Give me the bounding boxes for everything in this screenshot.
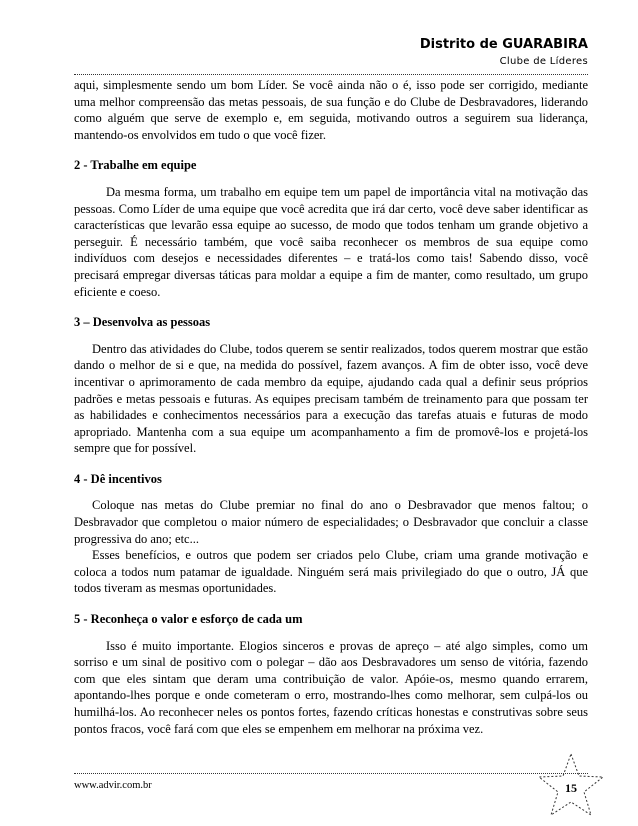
section-paragraph: Dentro das atividades do Clube, todos querem se sentir realizados, todos querem mostrar que estão dando o melhor de si e que, na medida do possível, fazem avanços. A fim de obter isso, você deve incentivar o aprimoramento de cada membro da equipe, ajudando cada qual a definir seus próprios padrões e metas pessoais e futuras. As equipes precisam também de treinamento para que possam ter as habilidades e conhecimentos necessários para a execução das tarefas atuais e futuras de modo apropriado. Mantenha com a sua equipe um acompanhamento a fim de promovê-los e projetá-los sempre que for possível.	[74, 341, 588, 456]
section-paragraph: Da mesma forma, um trabalho em equipe tem um papel de importância vital na motivação das pessoas. Como Líder de uma equipe que você acredita que irá dar certo, você deve saber identificar as características que levarão essa equipe ao sucesso, de modo que todos tenham um grande objetivo a perseguir. É necessário também, que você saiba reconhecer os membros de sua equipe como indivíduos com desejos e necessidades diferentes – e tratá-los como tais! Sabendo disso, você precisará empregar diversas táticas para moldar a equipe a fim de manter, como resultado, um grupo eficiente e coeso.	[74, 184, 588, 299]
section-paragraph: Esses benefícios, e outros que podem ser criados pelo Clube, criam uma grande motivação e coloca a todos num patamar de igualdade. Ninguém será mais privilegiado do que o outro, JÁ que todos tiveram as mesmas oportunidades.	[74, 548, 588, 596]
page-number-star-icon	[536, 752, 606, 818]
header-subtitle: Clube de Líderes	[499, 56, 588, 67]
section-heading: 2 - Trabalhe em equipe	[74, 158, 197, 173]
header-divider	[74, 74, 588, 75]
section-heading: 5 - Reconheça o valor e esforço de cada um	[74, 612, 303, 627]
section-paragraph: Isso é muito importante. Elogios sinceros e provas de apreço – até algo simples, como um sorriso e um sinal de positivo com o polegar – dão aos Desbravadores um senso de vitória, fazendo com que eles sintam que deram uma contribuição de valor. Apóie-os, mesmo quando errarem, apontando-lhes porque e onde cometeram o erro, mostrando-lhes como melhorar, sem culpá-los ou humilhá-los. Ao reconhecer neles os pontos fortes, fazendo críticas honestas e construtivas sobre seus pontos fracos, você fará com que eles se empenhem em melhorar na próxima vez.	[74, 638, 588, 736]
section-paragraph: Coloque nas metas do Clube premiar no final do ano o Desbravador que menos faltou; o Desbravador que completou o maior número de especialidades; o Desbravador que concluir a classe progressiva do ano; etc...	[74, 498, 588, 546]
section-heading: 3 – Desenvolva as pessoas	[74, 315, 211, 330]
document-body	[74, 77, 588, 737]
page-number: 15	[565, 781, 577, 795]
intro-paragraph: aqui, simplesmente sendo um bom Líder. Se você ainda não o é, isso pode ser corrigido, mediante uma melhor compreensão das metas pessoais, de sua função e do Clube de Desbravadores, liderando como alguém que serve de exemplo e, em seguida, motivando outros a seguirem sua liderança, mantendo-os envolvidos em tudo o que você fizer.	[74, 78, 588, 142]
footer-url: www.advir.com.br	[74, 780, 152, 791]
section-heading: 4 - Dê incentivos	[74, 471, 162, 486]
header-title: Distrito de GUARABIRA	[419, 37, 588, 52]
footer-divider	[74, 773, 588, 774]
